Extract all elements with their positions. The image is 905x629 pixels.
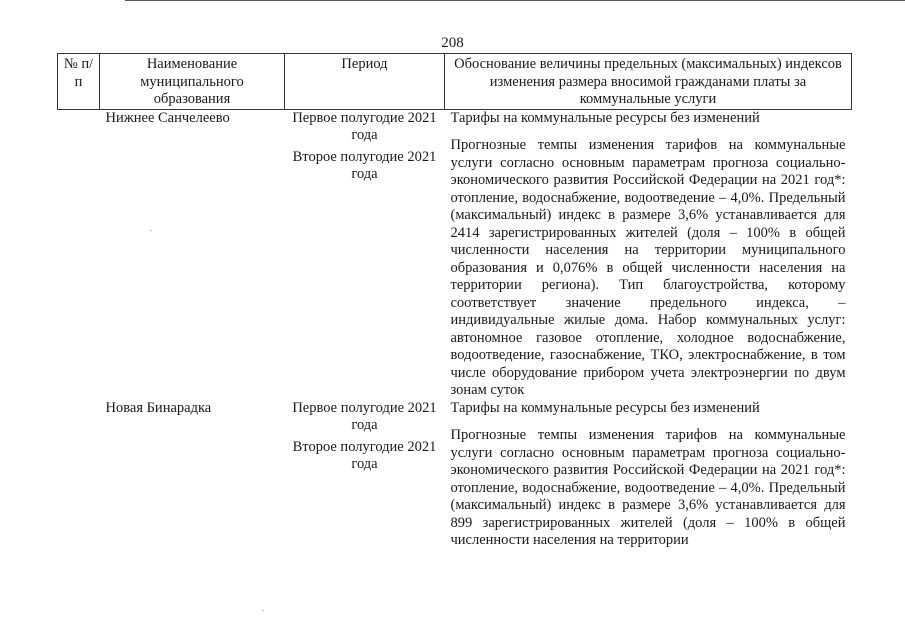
justification-cell	[445, 400, 852, 550]
period-first-half: Первое полугодие 2021 года	[292, 399, 437, 433]
row-number-cell	[58, 109, 100, 400]
row-number-cell	[58, 400, 100, 550]
justification-first-half: Тарифы на коммунальные ресурсы без изменений	[450, 399, 760, 416]
table-header	[58, 54, 852, 110]
municipality-name: Новая Бинарадка	[105, 399, 212, 416]
scan-speck	[262, 610, 264, 611]
table-row	[58, 109, 852, 400]
period-second-half: Второе полугодие 2021 года	[292, 148, 437, 182]
header-municipality: Наименование муниципального образования	[100, 54, 285, 110]
header-justification: Обоснование величины предельных (максимальных) индексов изменения размера вносимой гражданами платы за коммунальные услуги	[445, 54, 852, 110]
scan-speck	[150, 230, 152, 231]
period-first-half: Первое полугодие 2021 года	[292, 109, 437, 143]
tariff-index-table	[57, 53, 852, 550]
justification-second-half: Прогнозные темпы изменения тарифов на коммунальные услуги согласно основным параметрам прогноза социально-экономического развития Российской Федерации на 2021 год*: отопление, водоснабжение, водоотведение – 4,0%. Предельный (максимальный) индекс в размере 3,6% устанавливается для 2414 зарегистрированных жителей (доля – 100% в общей численности населения на территории муниципального образования и 0,076% в общей численности населения на территории региона). Тип благоустройства, которому соответствует значение предельного индекса, – индивидуальные жилые дома. Набор коммунальных услуг: автономное газовое отопление, холодное водоснабжение, водоотведение, газоснабжение, ТКО, электроснабжение, в том числе оборудование прибором учета электроэнергии по двум зонам суток	[450, 137, 846, 398]
municipality-name: Нижнее Санчелеево	[105, 109, 230, 126]
period-second-half: Второе полугодие 2021 года	[292, 438, 437, 472]
top-rule	[125, 0, 905, 1]
justification-first-half: Тарифы на коммунальные ресурсы без изменений	[450, 109, 760, 126]
period-cell	[285, 109, 445, 400]
justification-cell	[445, 109, 852, 400]
header-number: № п/п	[58, 54, 100, 110]
page-number: 208	[441, 35, 464, 51]
table-row	[58, 400, 852, 550]
header-period: Период	[285, 54, 445, 110]
period-cell	[285, 400, 445, 550]
justification-second-half: Прогнозные темпы изменения тарифов на коммунальные услуги согласно основным параметрам прогноза социально-экономического развития Российской Федерации на 2021 год*: отопление, водоснабжение, водоотведение – 4,0%. Предельный (максимальный) индекс в размере 3,6% устанавливается для 899 зарегистрированных жителей (доля – 100% в общей численности населения на территории	[450, 427, 846, 548]
